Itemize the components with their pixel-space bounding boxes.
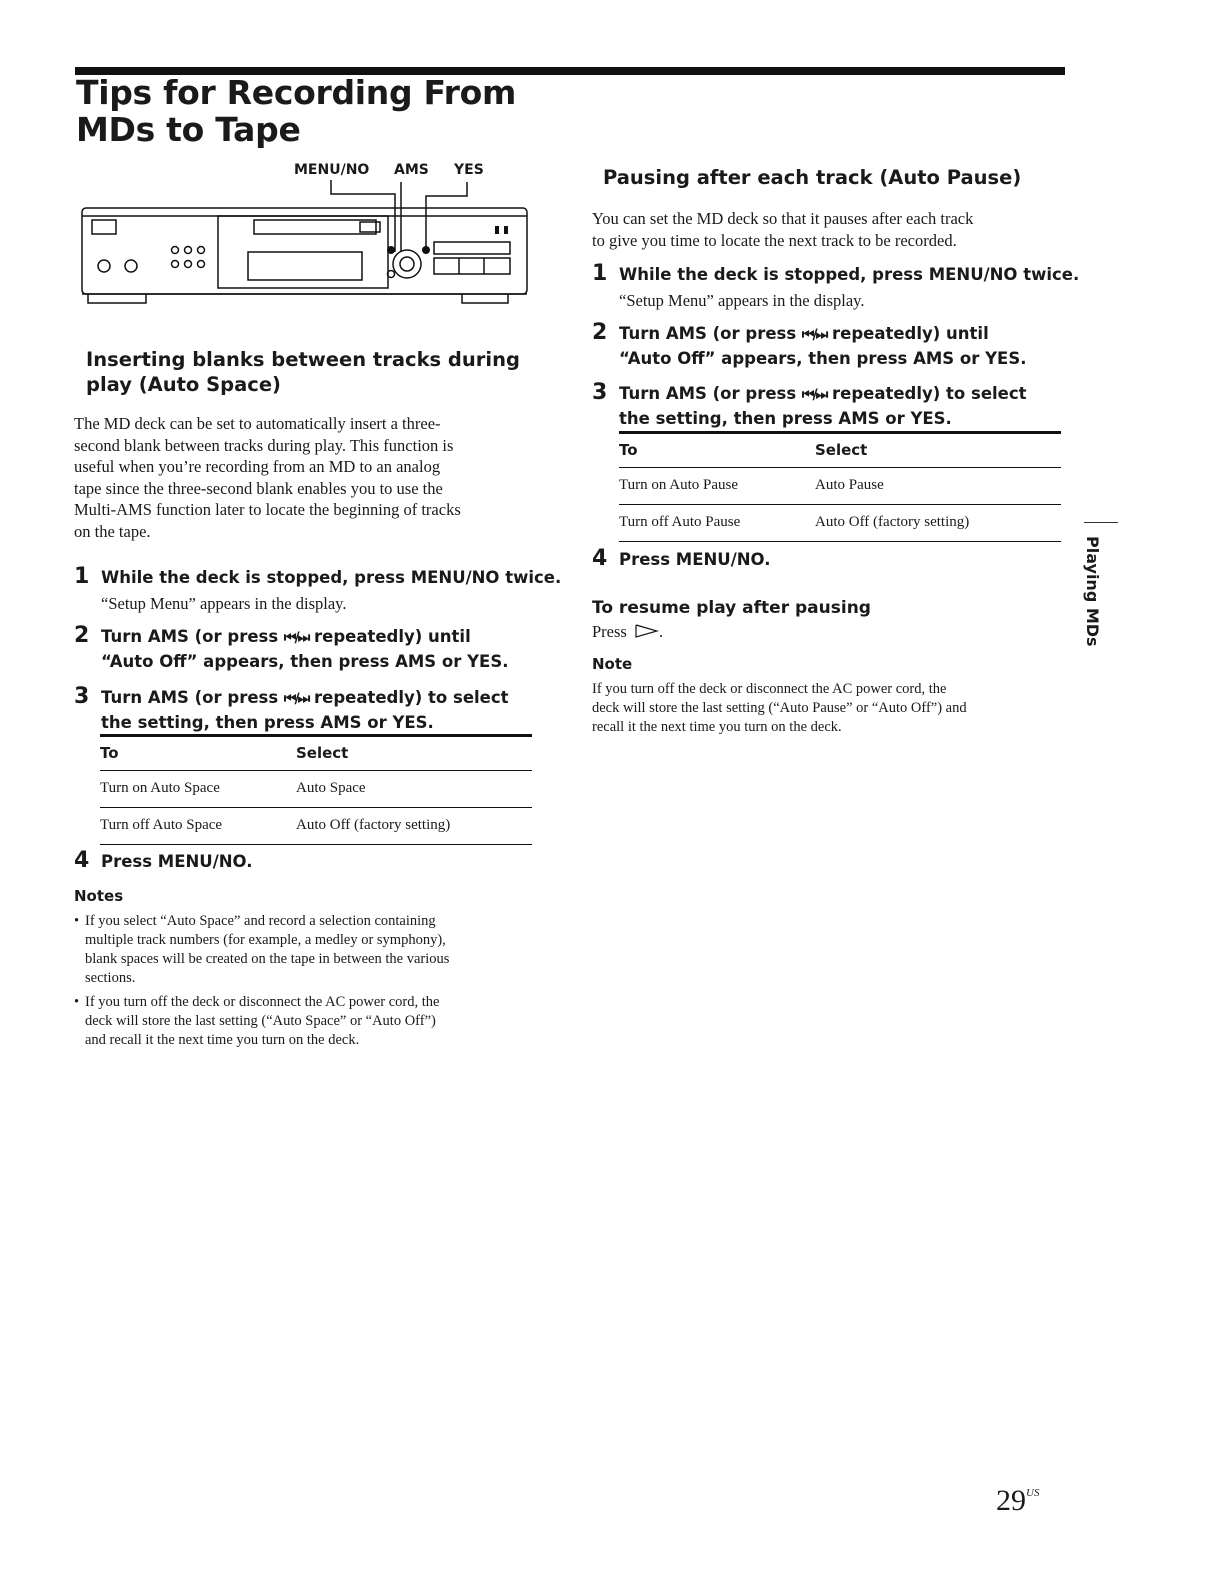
prev-next-icon: ⏮/⏭ (801, 327, 827, 343)
page-number: $29^{US}$ (996, 1484, 1040, 1517)
label-ams: AMS (394, 162, 429, 178)
note-heading: Note (592, 655, 633, 673)
prev-next-icon: ⏮/⏭ (283, 630, 309, 646)
table-header-row: To Select (619, 433, 1061, 468)
resume-heading: To resume play after pausing (592, 598, 871, 618)
prev-next-icon: ⏮/⏭ (283, 691, 309, 707)
resume-text: Press . (592, 622, 664, 641)
deck-illustration (78, 160, 533, 320)
label-yes: YES (454, 162, 484, 178)
auto-pause-table (619, 431, 1061, 542)
notes-list (74, 912, 544, 1050)
side-tab-playing-mds: Playing MDs (1083, 536, 1102, 647)
side-tab-rule (1084, 522, 1118, 523)
md-deck-diagram (78, 160, 533, 320)
notes-heading: Notes (74, 887, 124, 905)
section-heading-auto-space: Inserting blanks between tracks during play (Auto Space) (86, 348, 520, 396)
table-row: Turn on Auto Pause Auto Pause (619, 468, 1061, 505)
table-header-row: To Select (100, 736, 532, 771)
note-text: If you turn off the deck or disconnect the AC power cord, the deck will store the last setting (“Auto Pause” or “Auto Off”) and recall it the next time you turn on the deck. (592, 681, 967, 735)
auto-space-intro: The MD deck can be set to automatically insert a three- second blank between tracks during play. This function is useful when you’re recording from an MD to an analog tape since the three-second blank enables you to use the Multi-AMS function later to locate the beginning of tracks on the tape. (74, 414, 461, 541)
page-title: Tips for Recording From MDs to Tape (76, 73, 517, 149)
table-row: Turn off Auto Pause Auto Off (factory setting) (619, 505, 1061, 542)
auto-space-table (100, 734, 532, 845)
table-row: Turn off Auto Space Auto Off (factory setting) (100, 808, 532, 845)
list-item: • If you turn off the deck or disconnect the AC power cord, the deck will store the last setting (“Auto Space” or “Auto Off”) and recall it the next time you turn on the deck. (74, 994, 440, 1048)
section-heading-auto-pause: Pausing after each track (Auto Pause) (603, 166, 1022, 189)
label-menu-no: MENU/NO (294, 162, 370, 178)
prev-next-icon: ⏮/⏭ (801, 387, 827, 403)
table-row: Turn on Auto Space Auto Space (100, 771, 532, 808)
auto-pause-intro: You can set the MD deck so that it pauses after each track to give you time to locate the next track to be recorded. (592, 209, 974, 250)
list-item: • If you select “Auto Space” and record a selection containing multiple track numbers (for example, a medley or symphony), blank spaces will be created on the tape in between the various sections. (74, 913, 450, 986)
play-icon (635, 624, 659, 638)
